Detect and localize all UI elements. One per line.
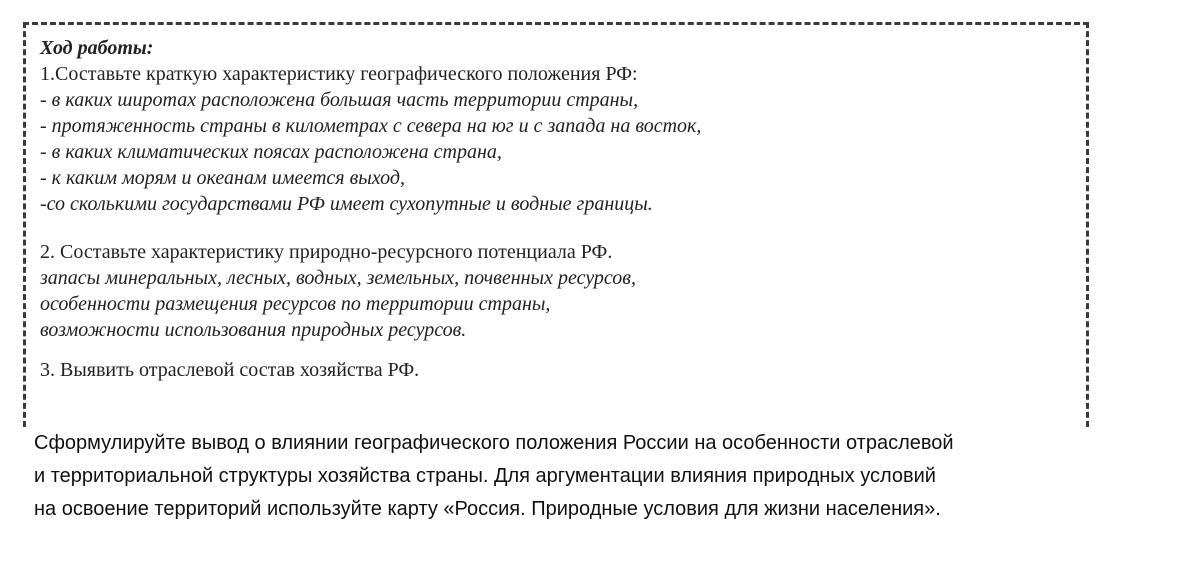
- task-1-title: 1.Составьте краткую характеристику географического положения РФ:: [40, 63, 638, 85]
- task-2-item: возможности использования природных ресурсов.: [40, 319, 467, 341]
- caption-line: Сформулируйте вывод о влиянии географического положения России на особенности отраслевой: [34, 432, 954, 454]
- section-gap: [40, 217, 701, 239]
- worksheet-frame: [23, 22, 1089, 427]
- conclusion-instruction: [34, 427, 954, 526]
- task-3-title-cut: 3. Выявить отраслевой состав хозяйства РФ.: [40, 359, 420, 381]
- caption-line: и территориальной структуры хозяйства страны. Для аргументации влияния природных условий: [34, 465, 936, 487]
- worksheet-heading: Ход работы:: [40, 37, 154, 59]
- task-2-title: 2. Составьте характеристику природно-ресурсного потенциала РФ.: [40, 241, 613, 263]
- task-1-item: -со сколькими государствами РФ имеет сухопутные и водные границы.: [40, 193, 653, 215]
- worksheet-content: [40, 35, 701, 383]
- task-2-item: запасы минеральных, лесных, водных, земельных, почвенных ресурсов,: [40, 267, 636, 289]
- task-2-item: особенности размещения ресурсов по территории страны,: [40, 293, 551, 315]
- task-1-item: - в каких широтах расположена большая часть территории страны,: [40, 89, 639, 111]
- task-1-item: - к каким морям и океанам имеется выход,: [40, 167, 406, 189]
- task-1-item: - протяженность страны в километрах с севера на юг и с запада на восток,: [40, 115, 702, 137]
- task-1-item: - в каких климатических поясах расположена страна,: [40, 141, 502, 163]
- caption-line: на освоение территорий используйте карту «Россия. Природные условия для жизни населения».: [34, 498, 941, 520]
